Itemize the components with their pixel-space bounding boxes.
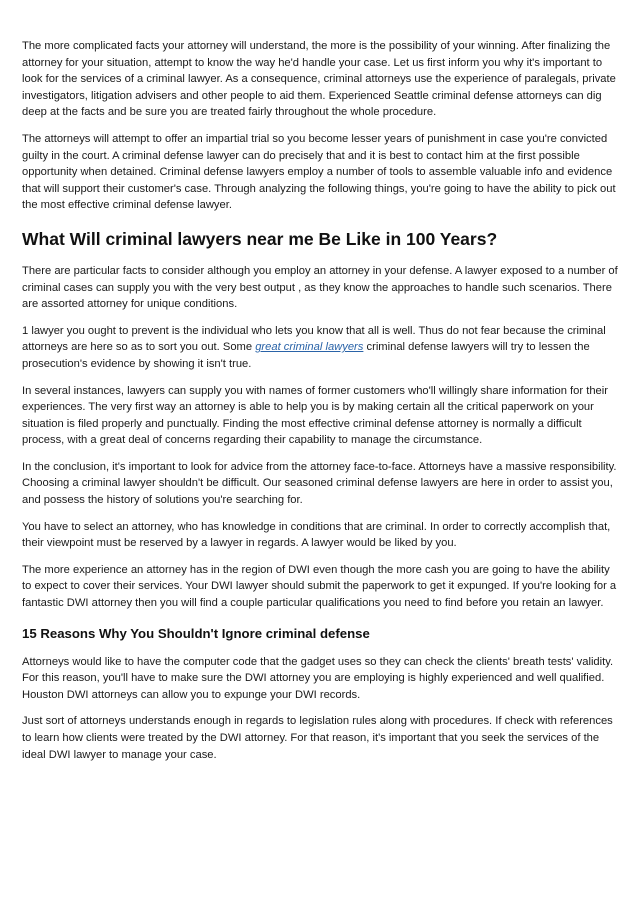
paragraph-10: Just sort of attorneys understands enough in regards to legislation rules along with procedures. If check with references to learn how clients were treated by the DWI attorney. For that reason, it's important that you seek the services of the ideal DWI lawyer to manage your case.: [22, 715, 613, 761]
section-heading-1: What Will criminal lawyers near me Be Like in 100 Years?: [22, 228, 498, 249]
section-heading-2: 15 Reasons Why You Shouldn't Ignore criminal defense: [22, 625, 370, 641]
paragraph-1: The more complicated facts your attorney will understand, the more is the possibility of your winning. After finalizing the attorney for your situation, attempt to know the way he'd handle your case. Let us first inform you why it's important to look for the services of a criminal lawyer. As a consequence, criminal attorneys use the experience of paralegals, private investigators, litigation advisers and other people to aid them. Experienced Seattle criminal defense attorneys can dig deep at the facts and be sure you are treated fairly throughout the whole procedure.: [22, 40, 616, 119]
great-criminal-lawyers-link[interactable]: great criminal lawyers: [255, 341, 364, 354]
paragraph-6: In the conclusion, it's important to look for advice from the attorney face-to-face. Attorneys have a massive responsibility. Choosing a criminal lawyer shouldn't be difficult. Our seasoned criminal defense lawyers are here in order to assist you, and possess the history of solutions you're searching for.: [22, 460, 617, 507]
paragraph-8: The more experience an attorney has in the region of DWI even though the more cash you are going to have the ability to expect to cover their services. Your DWI lawyer should submit the paperwork to get it expunged. If you're looking for a fantastic DWI attorney then you will find a couple particular qualifications you need to find before you retain an lawyer.: [22, 563, 617, 610]
paragraph-4-text-after: criminal defense lawyers will try to lessen the prosecution's evidence by showing it isn't true.: [22, 341, 590, 370]
paragraph-5: In several instances, lawyers can supply you with names of former customers who'll willingly share information for their experiences. The very first way an attorney is able to help you is by making certain all the critical paperwork on your situation is filed properly and punctually. Finding the most effective criminal defense attorney is normally a difficult process, with a great deal of concerns regarding their capability to manage the circumstance.: [22, 384, 608, 447]
paragraph-3: There are particular facts to consider although you employ an attorney in your defense. A lawyer exposed to a number of criminal cases can supply you with the very best output , as they know the approaches to handle such scenarios. There are assorted attorney for unique conditions.: [22, 264, 618, 311]
paragraph-7: You have to select an attorney, who has knowledge in conditions that are criminal. In order to correctly accomplish that, their viewpoint must be reserved by a lawyer in regards. A lawyer would be liked by you.: [22, 520, 611, 550]
paragraph-9: Attorneys would like to have the computer code that the gadget uses so they can check the clients' breath tests' validity. For this reason, you'll have to make sure the DWI attorney you are employing is highly experienced and well qualified. Houston DWI attorneys can allow you to expunge your DWI records.: [22, 655, 614, 701]
paragraph-4-text-before: 1 lawyer you ought to prevent is the individual who lets you know that all is well. Thus do not fear because the criminal attorneys are here so as to sort you out. Some: [22, 324, 606, 354]
document-page: [22, 38, 618, 773]
paragraph-4: [22, 323, 618, 373]
paragraph-2: The attorneys will attempt to offer an impartial trial so you become lesser years of punishment in case you're convicted guilty in the court. A criminal defense lawyer can do precisely that and it is best to contact him at the first possible opportunity when detained. Criminal defense lawyers employ a number of tools to assemble valuable info and evidence that will support their customer's case. Through analyzing the following things, you're going to have the ability to pick out the most effective criminal defense lawyer.: [22, 132, 616, 212]
